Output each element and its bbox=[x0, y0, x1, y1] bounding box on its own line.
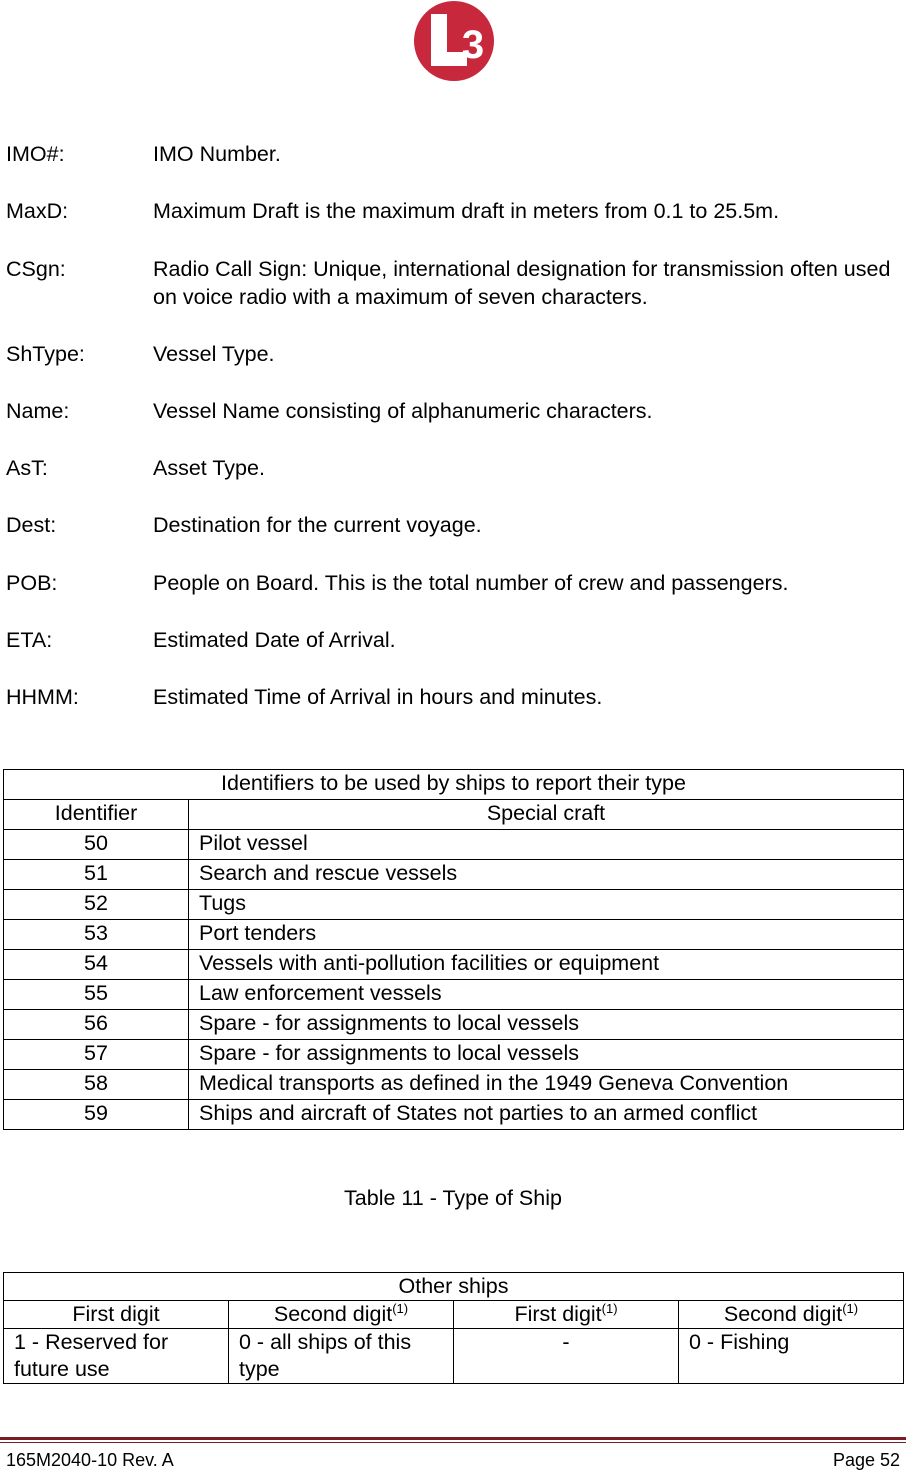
identifier-cell: 53 bbox=[4, 920, 189, 950]
craft-cell: Law enforcement vessels bbox=[189, 980, 904, 1010]
column-header: Identifier bbox=[4, 800, 189, 830]
column-header bbox=[229, 1301, 454, 1329]
header-label: First digit bbox=[72, 1302, 160, 1326]
craft-cell: Medical transports as defined in the 1949 Geneva Convention bbox=[189, 1070, 904, 1100]
definition-text: Estimated Date of Arrival. bbox=[153, 628, 396, 652]
footer-rule-thin bbox=[0, 1442, 906, 1443]
table-row bbox=[4, 890, 904, 920]
table-row bbox=[4, 1100, 904, 1130]
craft-cell: Port tenders bbox=[189, 920, 904, 950]
table-row bbox=[4, 920, 904, 950]
definition-text: Asset Type. bbox=[153, 456, 265, 480]
page-number: Page 52 bbox=[832, 1450, 900, 1470]
craft-cell: Search and rescue vessels bbox=[189, 860, 904, 890]
definition-term: ShType: bbox=[6, 342, 85, 366]
craft-cell: Spare - for assignments to local vessels bbox=[189, 1040, 904, 1070]
craft-cell: Vessels with anti-pollution facilities or equipment bbox=[189, 950, 904, 980]
table-cell: 1 - Reserved for future use bbox=[4, 1329, 229, 1384]
craft-cell: Pilot vessel bbox=[189, 830, 904, 860]
identifier-cell: 51 bbox=[4, 860, 189, 890]
footer-rule bbox=[0, 1437, 906, 1440]
table-row bbox=[4, 830, 904, 860]
definition-term: Dest: bbox=[6, 513, 57, 537]
table-caption: Table 11 - Type of Ship bbox=[344, 1186, 562, 1210]
craft-cell: Spare - for assignments to local vessels bbox=[189, 1010, 904, 1040]
definition-text: Estimated Time of Arrival in hours and minutes. bbox=[153, 685, 603, 709]
table-row bbox=[4, 980, 904, 1010]
ship-type-table bbox=[3, 769, 904, 1130]
column-header: Special craft bbox=[189, 800, 904, 830]
definition-text: People on Board. This is the total number of crew and passengers. bbox=[153, 571, 789, 595]
definition-text: Maximum Draft is the maximum draft in meters from 0.1 to 25.5m. bbox=[153, 199, 780, 223]
l3-logo bbox=[413, 0, 495, 82]
identifier-cell: 54 bbox=[4, 950, 189, 980]
header-label: Second digit bbox=[273, 1302, 393, 1326]
definition-term: AsT: bbox=[6, 456, 48, 480]
table-title: Other ships bbox=[4, 1273, 904, 1301]
definition-term: POB: bbox=[6, 571, 58, 595]
document-id: 165M2040-10 Rev. A bbox=[6, 1450, 174, 1470]
table-cell: 0 - Fishing bbox=[679, 1329, 904, 1384]
definition-text: Vessel Type. bbox=[153, 342, 275, 366]
table-row bbox=[4, 860, 904, 890]
header-label: First digit bbox=[514, 1302, 602, 1326]
table-cell: 0 - all ships of this type bbox=[229, 1329, 454, 1384]
definition-term: CSgn: bbox=[6, 257, 66, 281]
svg-text:3: 3 bbox=[461, 23, 485, 67]
table-row bbox=[4, 1070, 904, 1100]
definition-term: HHMM: bbox=[6, 685, 79, 709]
identifier-cell: 52 bbox=[4, 890, 189, 920]
craft-cell: Tugs bbox=[189, 890, 904, 920]
identifier-cell: 59 bbox=[4, 1100, 189, 1130]
definition-text: Vessel Name consisting of alphanumeric characters. bbox=[153, 399, 653, 423]
definition-term: Name: bbox=[6, 399, 70, 423]
identifier-cell: 50 bbox=[4, 830, 189, 860]
footnote-marker: (1) bbox=[842, 1301, 859, 1316]
identifier-cell: 57 bbox=[4, 1040, 189, 1070]
table-row bbox=[4, 1010, 904, 1040]
identifier-cell: 58 bbox=[4, 1070, 189, 1100]
identifier-cell: 56 bbox=[4, 1010, 189, 1040]
footnote-marker: (1) bbox=[601, 1301, 618, 1316]
definition-term: MaxD: bbox=[6, 199, 69, 223]
table-cell: - bbox=[454, 1329, 679, 1384]
column-header bbox=[454, 1301, 679, 1329]
table-row bbox=[4, 1329, 904, 1384]
column-header bbox=[4, 1301, 229, 1329]
table-row bbox=[4, 950, 904, 980]
footnote-marker: (1) bbox=[392, 1301, 409, 1316]
header-label: Second digit bbox=[723, 1302, 843, 1326]
identifier-cell: 55 bbox=[4, 980, 189, 1010]
definition-text: Radio Call Sign: Unique, international designation for transmission often used on voice radio with a maximum of seven characters. bbox=[153, 257, 891, 309]
definition-text: IMO Number. bbox=[153, 142, 281, 166]
table-row bbox=[4, 1040, 904, 1070]
craft-cell: Ships and aircraft of States not parties to an armed conflict bbox=[189, 1100, 904, 1130]
table-title: Identifiers to be used by ships to report their type bbox=[4, 770, 904, 800]
definition-text: Destination for the current voyage. bbox=[153, 513, 482, 537]
definition-term: IMO#: bbox=[6, 142, 65, 166]
other-ships-table bbox=[3, 1272, 904, 1384]
definition-term: ETA: bbox=[6, 628, 53, 652]
column-header bbox=[679, 1301, 904, 1329]
